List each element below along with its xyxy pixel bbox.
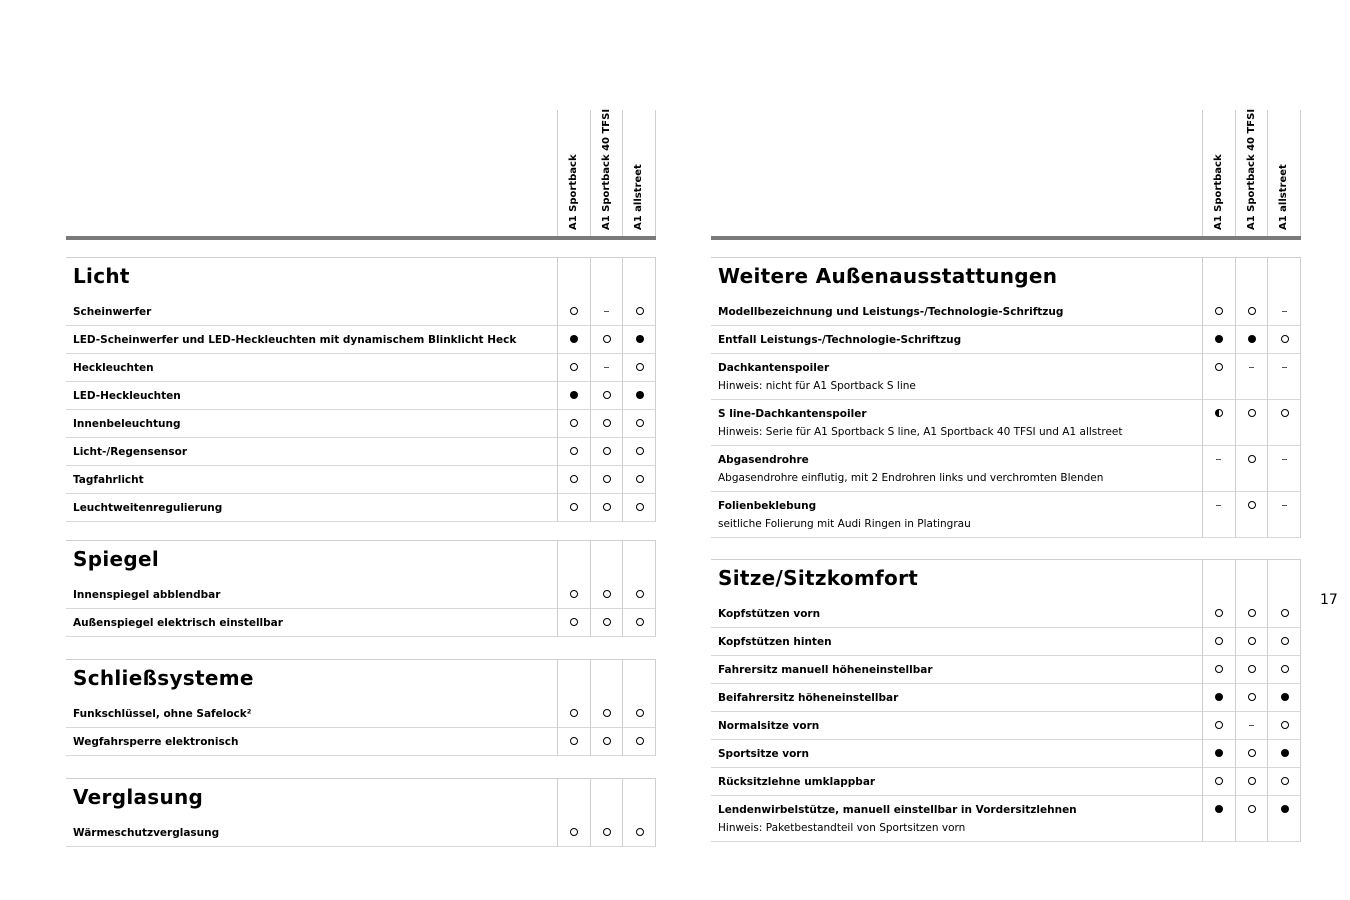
availability-marks (557, 494, 656, 520)
availability-marks (1202, 298, 1301, 324)
dash-icon (1282, 311, 1287, 312)
open-circle-icon (636, 737, 644, 745)
section (66, 778, 656, 847)
availability-cell (1235, 768, 1268, 794)
table-row (66, 410, 656, 438)
availability-cell (1202, 740, 1235, 766)
availability-cell (623, 494, 656, 520)
table-row (66, 581, 656, 609)
availability-cell (557, 819, 590, 845)
availability-cell (557, 466, 590, 492)
availability-marks (557, 354, 656, 380)
row-label: LED-Heckleuchten (73, 390, 181, 402)
filled-circle-icon (1248, 335, 1256, 343)
availability-marks (557, 298, 656, 324)
availability-cell (1268, 768, 1301, 794)
availability-cell (1268, 400, 1301, 426)
availability-marks (557, 581, 656, 607)
availability-cell (1235, 712, 1268, 738)
open-circle-icon (603, 335, 611, 343)
row-label: Normalsitze vorn (718, 720, 820, 732)
availability-marks (557, 819, 656, 845)
open-circle-icon (603, 503, 611, 511)
row-label: Kopfstützen vorn (718, 608, 821, 620)
availability-cell (1268, 656, 1301, 682)
availability-cell (557, 494, 590, 520)
open-circle-icon (603, 391, 611, 399)
dash-icon (1216, 505, 1221, 506)
row-label: Modellbezeichnung und Leistungs-/Technologie-Schriftzug (718, 306, 1064, 318)
table-row (66, 494, 656, 522)
open-circle-icon (1281, 609, 1289, 617)
open-circle-icon (1281, 777, 1289, 785)
open-circle-icon (1248, 455, 1256, 463)
row-label: Außenspiegel elektrisch einstellbar (73, 617, 283, 629)
availability-cell (590, 438, 623, 464)
open-circle-icon (1248, 749, 1256, 757)
filled-circle-icon (636, 391, 644, 399)
availability-cell (590, 382, 623, 408)
section (66, 540, 656, 637)
availability-cell (1235, 298, 1268, 324)
row-label: Beifahrersitz höheneinstellbar (718, 692, 899, 704)
table-row (66, 326, 656, 354)
availability-cell (623, 466, 656, 492)
header-rule (711, 236, 1301, 240)
dash-icon (1249, 367, 1254, 368)
dash-icon (1282, 459, 1287, 460)
availability-cell (623, 298, 656, 324)
row-note: Hinweis: Paketbestandteil von Sportsitzen vorn (718, 822, 966, 834)
column-header: A1 Sportback (1213, 154, 1224, 230)
availability-cell (1202, 684, 1235, 710)
dash-icon (1249, 725, 1254, 726)
table-row (66, 728, 656, 756)
availability-cell (1268, 628, 1301, 654)
availability-cell (1202, 354, 1235, 380)
section-title: Verglasung (73, 785, 204, 809)
table-row (66, 298, 656, 326)
availability-cell (623, 438, 656, 464)
availability-cell (557, 700, 590, 726)
table-row (711, 656, 1301, 684)
availability-cell (590, 581, 623, 607)
row-label: Dachkantenspoiler (718, 362, 830, 374)
section-title-row (66, 258, 656, 298)
availability-cell (1202, 628, 1235, 654)
table-row (711, 684, 1301, 712)
row-label: Folienbeklebung (718, 500, 817, 512)
row-label: Fahrersitz manuell höheneinstellbar (718, 664, 933, 676)
table-row (711, 796, 1301, 842)
availability-marks (1202, 492, 1301, 518)
open-circle-icon (1215, 307, 1223, 315)
availability-cell (623, 609, 656, 635)
row-label: LED-Scheinwerfer und LED-Heckleuchten mit dynamischem Blinklicht Heck (73, 334, 517, 346)
open-circle-icon (603, 709, 611, 717)
open-circle-icon (603, 828, 611, 836)
open-circle-icon (1248, 409, 1256, 417)
availability-marks (557, 326, 656, 352)
availability-cell (1268, 354, 1301, 380)
equipment-table-left (66, 0, 656, 839)
row-label: Wegfahrsperre elektronisch (73, 736, 239, 748)
availability-cell (1202, 326, 1235, 352)
section-title-row (711, 560, 1301, 600)
row-note: seitliche Folierung mit Audi Ringen in Platingrau (718, 518, 971, 530)
open-circle-icon (1281, 637, 1289, 645)
open-circle-icon (1215, 363, 1223, 371)
availability-cell (1235, 354, 1268, 380)
availability-marks (1202, 712, 1301, 738)
row-label: Lendenwirbelstütze, manuell einstellbar in Vordersitzlehnen (718, 804, 1077, 816)
row-label: Tagfahrlicht (73, 474, 144, 486)
availability-cell (1268, 492, 1301, 518)
open-circle-icon (570, 307, 578, 315)
availability-marks (557, 609, 656, 635)
availability-cell (1202, 712, 1235, 738)
table-row (711, 768, 1301, 796)
open-circle-icon (1248, 501, 1256, 509)
availability-cell (557, 326, 590, 352)
section (711, 257, 1301, 538)
availability-marks (1202, 740, 1301, 766)
availability-marks (1202, 354, 1301, 380)
row-note: Abgasendrohre einflutig, mit 2 Endrohren links und verchromten Blenden (718, 472, 1104, 484)
row-note: Hinweis: nicht für A1 Sportback S line (718, 380, 916, 392)
filled-circle-icon (1215, 693, 1223, 701)
row-label: Sportsitze vorn (718, 748, 809, 760)
open-circle-icon (1281, 335, 1289, 343)
availability-cell (1268, 740, 1301, 766)
open-circle-icon (636, 590, 644, 598)
row-label: Innenspiegel abblendbar (73, 589, 221, 601)
availability-marks (557, 466, 656, 492)
filled-circle-icon (1281, 693, 1289, 701)
availability-cell (557, 354, 590, 380)
availability-cell (1235, 400, 1268, 426)
availability-marks (557, 728, 656, 754)
open-circle-icon (1215, 721, 1223, 729)
page-number: 17 (1320, 592, 1338, 608)
dash-icon (1216, 459, 1221, 460)
availability-cell (1202, 768, 1235, 794)
availability-cell (1268, 446, 1301, 472)
open-circle-icon (1281, 721, 1289, 729)
section-title-row (66, 779, 656, 819)
section-title: Sitze/Sitzkomfort (718, 566, 919, 590)
section (66, 659, 656, 756)
availability-cell (1235, 684, 1268, 710)
availability-cell (623, 581, 656, 607)
availability-cell (590, 410, 623, 436)
availability-cell (590, 819, 623, 845)
row-label: Licht-/Regensensor (73, 446, 188, 458)
column-headers (1202, 110, 1301, 236)
availability-cell (557, 581, 590, 607)
filled-circle-icon (636, 335, 644, 343)
table-row (711, 446, 1301, 492)
availability-cell (590, 466, 623, 492)
open-circle-icon (1281, 665, 1289, 673)
open-circle-icon (636, 618, 644, 626)
open-circle-icon (570, 737, 578, 745)
section-title: Weitere Außenausstattungen (718, 264, 1058, 288)
availability-cell (590, 728, 623, 754)
row-label: Leuchtweitenregulierung (73, 502, 223, 514)
open-circle-icon (570, 618, 578, 626)
row-label: Kopfstützen hinten (718, 636, 832, 648)
availability-cell (1202, 400, 1235, 426)
availability-cell (623, 354, 656, 380)
availability-marks (557, 382, 656, 408)
open-circle-icon (570, 709, 578, 717)
open-circle-icon (603, 618, 611, 626)
open-circle-icon (636, 475, 644, 483)
filled-circle-icon (1215, 749, 1223, 757)
section-title: Licht (73, 264, 130, 288)
header-rule (66, 236, 656, 240)
table-row (66, 819, 656, 847)
open-circle-icon (603, 590, 611, 598)
availability-cell (557, 728, 590, 754)
availability-cell (1268, 796, 1301, 822)
availability-marks (1202, 326, 1301, 352)
open-circle-icon (570, 590, 578, 598)
row-label: S line-Dachkantenspoiler (718, 408, 867, 420)
open-circle-icon (1248, 805, 1256, 813)
column-header: A1 Sportback 40 TFSI (1245, 108, 1257, 230)
availability-cell (1268, 326, 1301, 352)
availability-marks (1202, 768, 1301, 794)
open-circle-icon (603, 447, 611, 455)
availability-cell (623, 700, 656, 726)
table-row (711, 298, 1301, 326)
table-header (66, 110, 656, 240)
availability-cell (1268, 298, 1301, 324)
open-circle-icon (636, 828, 644, 836)
row-label: Funkschlüssel, ohne Safelock² (73, 708, 252, 720)
availability-marks (1202, 600, 1301, 626)
open-circle-icon (570, 447, 578, 455)
availability-cell (1268, 684, 1301, 710)
availability-marks (1202, 684, 1301, 710)
dash-icon (1282, 505, 1287, 506)
availability-cell (1235, 492, 1268, 518)
availability-cell (557, 609, 590, 635)
open-circle-icon (636, 419, 644, 427)
row-label: Entfall Leistungs-/Technologie-Schriftzug (718, 334, 962, 346)
section (66, 257, 656, 522)
filled-circle-icon (570, 391, 578, 399)
availability-marks (1202, 796, 1301, 822)
availability-cell (1235, 628, 1268, 654)
availability-cell (623, 382, 656, 408)
availability-cell (623, 410, 656, 436)
availability-marks (557, 700, 656, 726)
table-row (66, 354, 656, 382)
table-row (711, 400, 1301, 446)
table-row (66, 382, 656, 410)
table-row (711, 354, 1301, 400)
table-row (711, 628, 1301, 656)
filled-circle-icon (570, 335, 578, 343)
availability-marks (557, 438, 656, 464)
column-header: A1 Sportback (568, 154, 579, 230)
row-label: Heckleuchten (73, 362, 154, 374)
section-title-row (66, 660, 656, 700)
row-label: Innenbeleuchtung (73, 418, 181, 430)
section-title: Spiegel (73, 547, 159, 571)
column-header: A1 Sportback 40 TFSI (600, 108, 612, 230)
availability-cell (590, 700, 623, 726)
table-row (711, 740, 1301, 768)
open-circle-icon (570, 503, 578, 511)
section-title-row (711, 258, 1301, 298)
section (711, 559, 1301, 842)
open-circle-icon (1248, 637, 1256, 645)
availability-cell (1235, 796, 1268, 822)
table-header (711, 110, 1301, 240)
row-label: Rücksitzlehne umklappbar (718, 776, 876, 788)
availability-cell (1235, 656, 1268, 682)
availability-cell (1235, 740, 1268, 766)
row-note: Hinweis: Serie für A1 Sportback S line, A1 Sportback 40 TFSI und A1 allstreet (718, 426, 1123, 438)
availability-cell (590, 354, 623, 380)
availability-marks (1202, 400, 1301, 426)
availability-cell (557, 298, 590, 324)
section-title: Schließsysteme (73, 666, 254, 690)
equipment-table-right (711, 0, 1301, 834)
row-label: Scheinwerfer (73, 306, 152, 318)
availability-cell (590, 326, 623, 352)
availability-cell (1235, 446, 1268, 472)
section-title-row (66, 541, 656, 581)
open-circle-icon (603, 475, 611, 483)
open-circle-icon (1215, 609, 1223, 617)
availability-cell (1202, 298, 1235, 324)
filled-circle-icon (1281, 749, 1289, 757)
dash-icon (1282, 367, 1287, 368)
open-circle-icon (636, 503, 644, 511)
dash-icon (604, 311, 609, 312)
table-row (66, 609, 656, 637)
availability-cell (623, 728, 656, 754)
availability-cell (1235, 326, 1268, 352)
availability-cell (623, 326, 656, 352)
open-circle-icon (570, 419, 578, 427)
availability-cell (557, 410, 590, 436)
table-row (66, 438, 656, 466)
column-headers (557, 110, 656, 236)
open-circle-icon (570, 363, 578, 371)
row-label: Wärmeschutzverglasung (73, 827, 220, 839)
availability-marks (1202, 446, 1301, 472)
open-circle-icon (570, 475, 578, 483)
dash-icon (604, 367, 609, 368)
open-circle-icon (1248, 665, 1256, 673)
availability-cell (1202, 492, 1235, 518)
availability-cell (557, 438, 590, 464)
availability-cell (1268, 712, 1301, 738)
availability-cell (1202, 656, 1235, 682)
open-circle-icon (1248, 609, 1256, 617)
table-row (66, 700, 656, 728)
column-header: A1 allstreet (1278, 164, 1290, 230)
availability-cell (1202, 796, 1235, 822)
availability-marks (1202, 628, 1301, 654)
column-header: A1 allstreet (633, 164, 645, 230)
row-label: Abgasendrohre (718, 454, 809, 466)
availability-cell (1202, 446, 1235, 472)
open-circle-icon (636, 709, 644, 717)
open-circle-icon (636, 363, 644, 371)
availability-cell (590, 494, 623, 520)
half-circle-icon (1215, 409, 1223, 417)
open-circle-icon (603, 419, 611, 427)
open-circle-icon (603, 737, 611, 745)
table-row (66, 466, 656, 494)
table-row (711, 712, 1301, 740)
open-circle-icon (1215, 637, 1223, 645)
availability-cell (590, 609, 623, 635)
table-row (711, 326, 1301, 354)
open-circle-icon (1215, 777, 1223, 785)
availability-cell (1268, 600, 1301, 626)
open-circle-icon (1248, 693, 1256, 701)
availability-marks (557, 410, 656, 436)
availability-cell (590, 298, 623, 324)
open-circle-icon (1248, 777, 1256, 785)
filled-circle-icon (1215, 335, 1223, 343)
open-circle-icon (570, 828, 578, 836)
open-circle-icon (1281, 409, 1289, 417)
availability-cell (1235, 600, 1268, 626)
availability-marks (1202, 656, 1301, 682)
open-circle-icon (1215, 665, 1223, 673)
table-row (711, 600, 1301, 628)
filled-circle-icon (1281, 805, 1289, 813)
open-circle-icon (636, 447, 644, 455)
table-row (711, 492, 1301, 538)
availability-cell (557, 382, 590, 408)
availability-cell (623, 819, 656, 845)
open-circle-icon (636, 307, 644, 315)
filled-circle-icon (1215, 805, 1223, 813)
availability-cell (1202, 600, 1235, 626)
open-circle-icon (1248, 307, 1256, 315)
